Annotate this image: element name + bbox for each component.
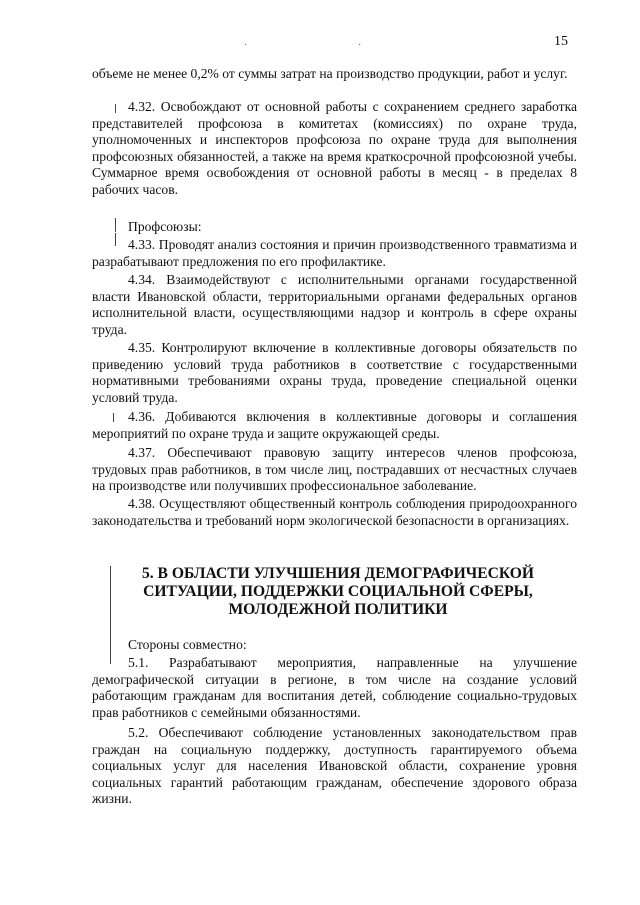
paragraph-4-36: 4.36. Добиваются включения в коллективные договоры и соглашения мероприятий по охране труда и защите окружающей среды. [92,409,577,441]
scan-mark: · [244,40,248,51]
paragraph-4-32: 4.32. Освобождают от основной работы с сохранением среднего заработка представителей профсоюза в комитетах (комиссиях) по охране труда, уполномоченных и инспекторов профсоюза по охране труда для выполнения профсоюзных обязанностей, а также на время краткосрочной профсоюзной учебы. Суммарное время освобождения от основной работы в месяц - в пределах 8 рабочих часов. [92,99,577,197]
page-number: 15 [554,34,568,49]
section-5-heading: 5. В ОБЛАСТИ УЛУЧШЕНИЯ ДЕМОГРАФИЧЕСКОЙ СИТУАЦИИ, ПОДДЕРЖКИ СОЦИАЛЬНОЙ СФЕРЫ, МОЛОДЕЖНОЙ ПОЛИТИКИ [141,565,535,618]
paragraph-4-35: 4.35. Контролируют включение в коллективные договоры обязательств по приведению условий труда работников в соответствие с государственными нормативными требованиями охраны труда, проведение специальной оценки условий труда. [92,340,577,405]
paragraph-4-34: 4.34. Взаимодействуют с исполнительными органами государственной власти Ивановской области, территориальными органами федеральных органов исполнительной власти, осуществляющими надзор и контроль в сфере охраны труда. [92,272,577,337]
parties-label: Стороны совместно: [128,637,247,652]
paragraph-5-1: 5.1. Разрабатывают мероприятия, направленные на улучшение демографической ситуации в регионе, в том числе на создание условий работающим гражданам для воспитания детей, соблюдение социально-трудовых прав работников с семейными обязанностями. [92,655,577,720]
paragraph-4-37: 4.37. Обеспечивают правовую защиту интересов членов профсоюза, трудовых прав работников, в том числе лиц, пострадавших от несчастных случаев на производстве или получивших профессиональное заболевание. [92,445,577,494]
paragraph-5-2: 5.2. Обеспечивают соблюдение установленных законодательством прав граждан на социальную поддержку, доступность гарантируемого объема социальных услуг для населения Ивановской области, сохранение уровня социальных гарантий работающим гражданам, обеспечение здорового образа жизни. [92,725,577,807]
paragraph-continuation: объеме не менее 0,2% от суммы затрат на производство продукции, работ и услуг. [92,66,568,81]
scan-mark: · [358,40,362,51]
paragraph-4-33: 4.33. Проводят анализ состояния и причин производственного травматизма и разрабатывают предложения по его профилактике. [92,237,577,269]
unions-label: Профсоюзы: [128,219,202,234]
paragraph-4-38: 4.38. Осуществляют общественный контроль соблюдения природоохранного законодательства и требований норм экологической безопасности в организациях. [92,496,577,528]
